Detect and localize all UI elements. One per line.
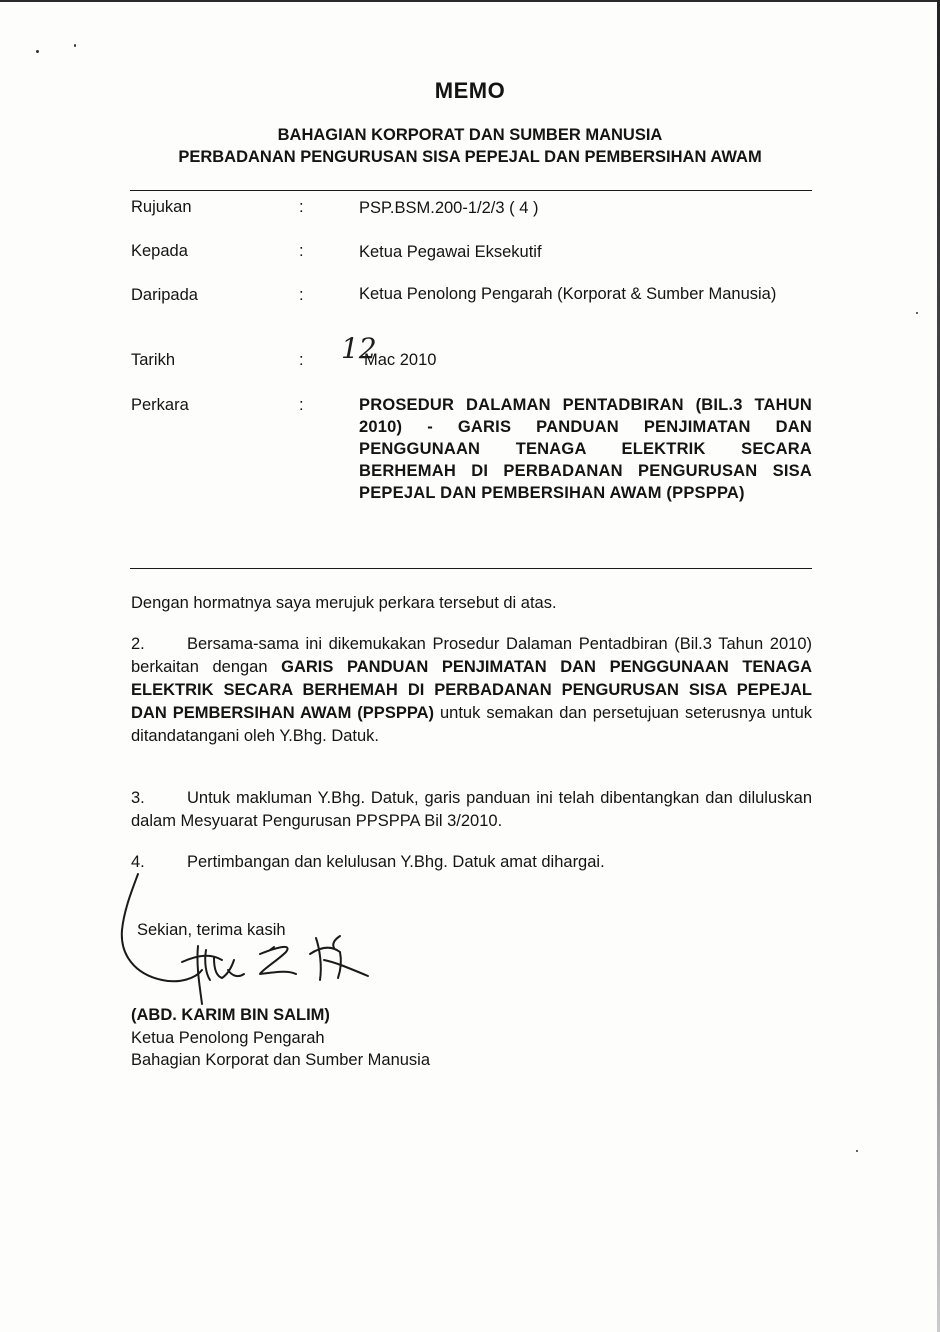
paragraph-2-text-a: Bersama-sama ini dikemukakan Prosedur Dalaman Pentadbiran (Bil.3 Tahun 2010) berkaitan dengan [131, 635, 812, 676]
department-line-1: BAHAGIAN KORPORAT DAN SUMBER MANUSIA [277, 126, 663, 144]
scan-edge-top [0, 0, 940, 2]
tarikh-handwritten-day: 12 [341, 332, 377, 365]
paragraph-3 [131, 787, 812, 833]
paragraph-3-text: Untuk makluman Y.Bhg. Datuk, garis panduan ini telah dibentangkan dan diluluskan dalam Mesyuarat Pengurusan PPSPPA Bil 3/2010. [131, 789, 812, 830]
tarikh-label: Tarikh [131, 351, 176, 369]
kepada-label: Kepada [131, 242, 188, 260]
signatory-name-text: (ABD. KARIM BIN SALIM) [131, 1006, 330, 1024]
tarikh-colon: : [299, 351, 304, 369]
tarikh-value-row [341, 332, 812, 374]
opening-line: Dengan hormatnya saya merujuk perkara tersebut di atas. [131, 594, 557, 612]
header-divider-bottom [130, 568, 812, 569]
department-line-2: PERBADANAN PENGURUSAN SISA PEPEJAL DAN PEMBERSIHAN AWAM [178, 148, 762, 166]
paragraph-2-text-b: untuk semakan dan persetujuan seterusnya untuk ditandatangani oleh Y.Bhg. Datuk. [131, 704, 812, 745]
closing-salutation: Sekian, terima kasih [137, 921, 286, 939]
kepada-value: Ketua Pegawai Eksekutif [359, 243, 542, 261]
header-divider-top [130, 190, 812, 191]
scan-speck [36, 50, 39, 53]
paragraph-2-text-bold: GARIS PANDUAN PENJIMATAN DAN PENGGUNAAN TENAGA ELEKTRIK SECARA BERHEMAH DI PERBADANAN PENGURUSAN SISA PEPEJAL DAN PEMBERSIHAN AWAM (PPSPPA) [131, 658, 812, 722]
daripada-label: Daripada [131, 286, 198, 304]
perkara-value: PROSEDUR DALAMAN PENTADBIRAN (BIL.3 TAHUN 2010) - GARIS PANDUAN PENJIMATAN DAN PENGGUNAAN TENAGA ELEKTRIK SECARA BERHEMAH DI PERBADANAN PENGURUSAN SISA PEPEJAL DAN PEMBERSIHAN AWAM (PPSPPA) [359, 396, 812, 502]
memo-title: MEMO [434, 78, 506, 103]
paragraph-3-number: 3. [131, 789, 145, 807]
daripada-value: Ketua Penolong Pengarah (Korporat & Sumber Manusia) [359, 285, 777, 303]
rujukan-colon: : [299, 198, 304, 216]
paragraph-2-number: 2. [131, 635, 145, 653]
rujukan-label: Rujukan [131, 198, 192, 216]
scan-speck [916, 312, 918, 314]
paragraph-4-number: 4. [131, 853, 145, 871]
rujukan-value: PSP.BSM.200-1/2/3 ( 4 ) [359, 199, 539, 217]
handwritten-signature [110, 870, 380, 1010]
kepada-colon: : [299, 242, 304, 260]
tarikh-value: Mac 2010 [364, 351, 437, 369]
paragraph-4-text: Pertimbangan dan kelulusan Y.Bhg. Datuk amat dihargai. [187, 853, 605, 871]
signatory-department: Bahagian Korporat dan Sumber Manusia [131, 1051, 431, 1069]
daripada-colon: : [299, 286, 304, 304]
paragraph-2 [131, 633, 812, 748]
scan-speck [74, 44, 76, 47]
scan-speck [856, 1150, 858, 1152]
perkara-label: Perkara [131, 396, 189, 414]
signatory-title: Ketua Penolong Pengarah [131, 1029, 325, 1047]
perkara-colon: : [299, 396, 304, 414]
signatory-name [131, 1004, 330, 1027]
